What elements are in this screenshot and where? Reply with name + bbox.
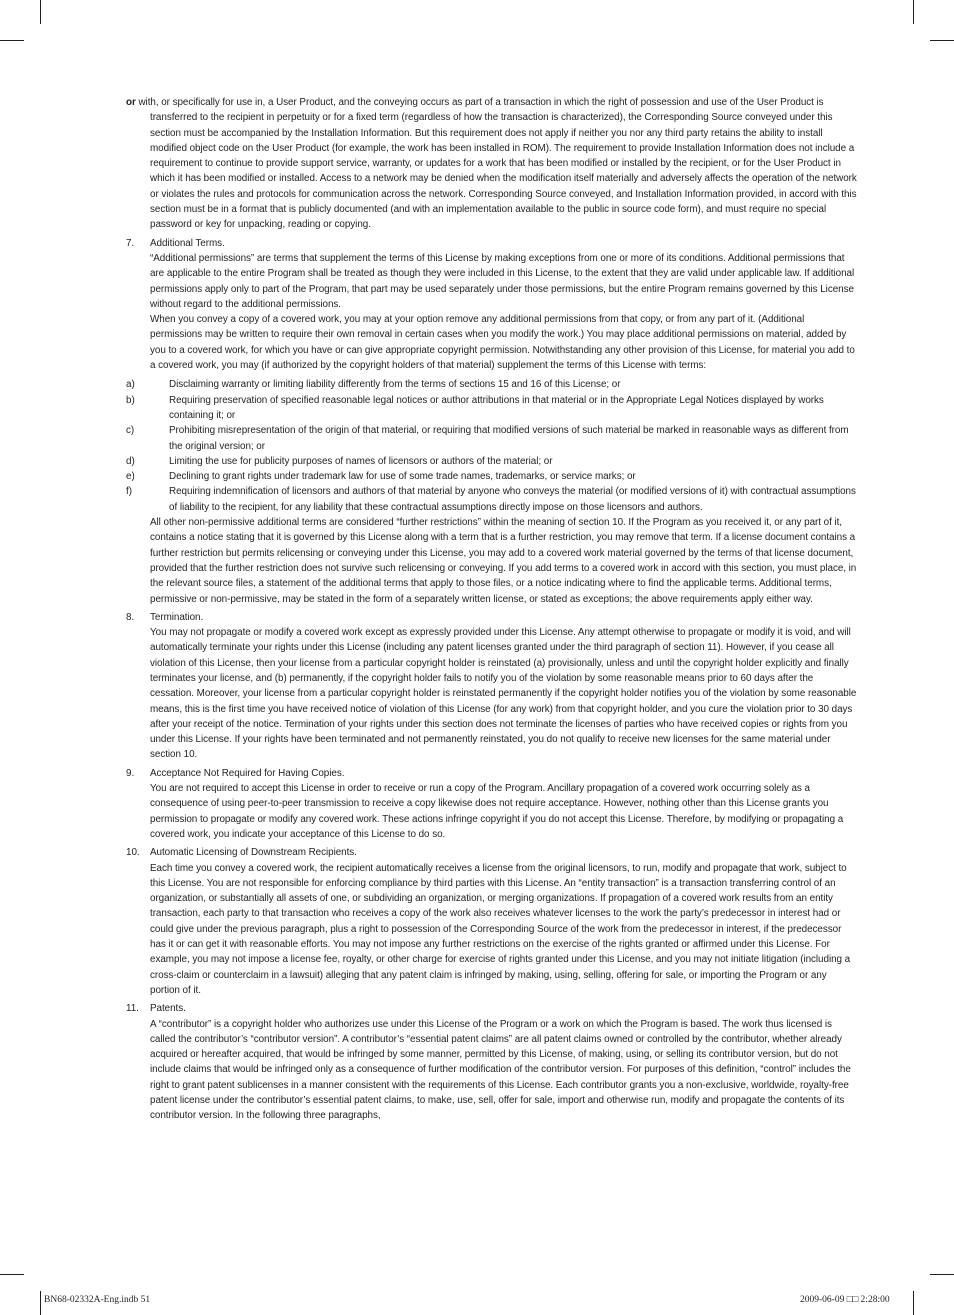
list-item [126,484,858,515]
list-item-letter: d) [126,455,135,467]
section-8 [126,610,858,763]
section-8-title: Termination. [150,611,204,623]
list-item-text: Requiring indemnification of licensors and authors of that material by anyone who conveys the material (or modified versions of it) with contractual assumptions of liability to the recipient, for any liability that these contractual assumptions directly impose on those licensors and authors. [169,486,856,513]
section-9-heading [126,766,858,781]
section-7-number: 7. [126,237,135,249]
list-item-letter: f) [126,486,132,498]
intro-paragraph [126,95,858,233]
section-10-number: 10. [126,847,140,859]
section-8-paragraph-1: You may not propagate or modify a covered work except as expressly provided under this License. Any attempt otherwise to propagate or modify it is void, and will automatically terminate your rights under this License (including any patent licenses granted under the third paragraph of section 11). However, if you cease all violation of this License, then your license from a particular copyright holder is reinstated (a) provisionally, unless and until the copyright holder explicitly and finally terminates your license, and (b) permanently, if the copyright holder fails to notify you of the violation by some reasonable means prior to 60 days after the cessation. Moreover, your license from a particular copyright holder is reinstated permanently if the copyright holder notifies you of the violation by some reasonable means, this is the first time you have received notice of violation of this License (for any work) from that copyright holder, and you cure the violation prior to 30 days after your receipt of the notice. Termination of your rights under this section does not terminate the licenses of parties who have received copies or rights from you under this License. If your rights have been terminated and not permanently reinstated, you do not qualify to receive new licenses for the same material under section 10. [150,627,857,761]
section-11-title: Patents. [150,1003,186,1015]
list-item [126,377,858,392]
intro-text: with, or specifically for use in, a User Product, and the conveying occurs as part of a transaction in which the right of possession and use of the User Product is transferred to the recipient in perpetuity or for a fixed term (regardless of how the transaction is characterized), the Corresponding Source conveyed under this section must be accompanied by the Installation Information. But this requirement does not apply if neither you nor any third party retains the ability to install modified object code on the User Product (for example, the work has been installed in ROM). The requirement to provide Installation Information does not include a requirement to continue to provide support service, warranty, or updates for a work that has been modified or installed by the recipient, or for the User Product in which it has been modified or installed. Access to a network may be denied when the modification itself materially and adversely affects the operation of the network or violates the rules and protocols for communication across the network. Corresponding Source conveyed, and Installation Information provided, in accord with this section must be in a format that is publicly documented (and with an implementation available to the public in source code form), and must require no special password or key for unpacking, reading or copying. [135,97,857,231]
section-8-heading [126,610,858,625]
section-7-heading [126,236,858,251]
section-10-title: Automatic Licensing of Downstream Recipients. [150,847,357,859]
list-item-letter: e) [126,471,135,483]
section-9-number: 9. [126,767,135,779]
section-11 [126,1001,858,1123]
list-item-text: Limiting the use for publicity purposes of names of licensors or authors of the material; or [169,455,553,467]
list-item-letter: b) [126,394,135,406]
section-7-list [126,377,858,515]
crop-mark-top-right [913,0,914,24]
list-item-letter: c) [126,425,135,437]
section-7-paragraph-1: “Additional permissions” are terms that supplement the terms of this License by making exceptions from one or more of its conditions. Additional permissions that are applicable to the entire Program shall be treated as though they were included in this License, to the extent that they are valid under applicable law. If additional permissions apply only to part of the Program, that part may be used separately under those permissions, but the entire Program remains governed by this License without regard to the additional permissions. [150,252,855,310]
crop-mark-bottom-right [913,1291,914,1315]
section-7-paragraph-3: All other non-permissive additional terms are considered “further restrictions” within the meaning of section 10. If the Program as you received it, or any part of it, contains a notice stating that it is governed by this License along with a term that is a further restriction, you may remove that term. If a license document contains a further restriction but permits relicensing or conveying under this License, you may add to a covered work material governed by the terms of that license document, provided that the further restriction does not survive such relicensing or conveying. If you add terms to a covered work in accord with this section, you must place, in the relevant source files, a statement of the additional terms that apply to those files, or a notice indicating where to find the applicable terms. Additional terms, permissive or non-permissive, may be stated in the form of a separately written license, or stated as exceptions; the above requirements apply either way. [150,517,857,605]
section-9-paragraph-1: You are not required to accept this License in order to receive or run a copy of the Program. Ancillary propagation of a covered work occurring solely as a consequence of using peer-to-peer transmission to receive a copy likewise does not require acceptance. However, nothing other than this License grants you permission to propagate or modify any covered work. These actions infringe copyright if you do not accept this License. Therefore, by modifying or propagating a covered work, you indicate your acceptance of this License to do so. [150,783,844,840]
section-10-heading [126,845,858,860]
section-8-number: 8. [126,611,135,623]
crop-mark-top-right-h [930,40,954,41]
list-item-text: Requiring preservation of specified reasonable legal notices or author attributions in that material or in the Appropriate Legal Notices displayed by works containing it; or [169,394,824,421]
crop-mark-bottom-left [40,1291,41,1315]
list-item [126,454,858,469]
list-item [126,393,858,424]
section-9-title: Acceptance Not Required for Having Copies. [150,767,345,779]
crop-mark-bottom-left-h [0,1274,24,1275]
list-item [126,423,858,454]
intro-lead: or [126,97,136,108]
section-10-paragraph-1: Each time you convey a covered work, the recipient automatically receives a license from the original licensors, to run, modify and propagate that work, subject to this License. You are not responsible for enforcing compliance by third parties with this License. An “entity transaction” is a transaction transferring control of an organization, or substantially all assets of one, or subdividing an organization, or merging organizations. If propagation of a covered work results from an entity transaction, each party to that transaction who receives a copy of the work also receives whatever licenses to the work the party’s predecessor in interest had or could give under the previous paragraph, plus a right to possession of the Corresponding Source of the work from the predecessor in interest, if the predecessor has it or can get it with reasonable efforts. You may not impose any further restrictions on the exercise of the rights granted or affirmed under this License. For example, you may not impose a license fee, royalty, or other charge for exercise of rights granted under this License, and you may not initiate litigation (including a cross-claim or counterclaim in a lawsuit) alleging that any patent claim is infringed by making, using, selling, offering for sale, or importing the Program or any portion of it. [150,862,851,996]
section-7-title: Additional Terms. [150,237,225,249]
crop-mark-top-left-h [0,40,24,41]
crop-mark-top-left [40,0,41,24]
section-7-paragraph-2: When you convey a copy of a covered work, you may at your option remove any additional permissions from that copy, or from any part of it. (Additional permissions may be written to require their own removal in certain cases when you modify the work.) You may place additional permissions on material, added by you to a covered work, for which you have or can give appropriate copyright permission. Notwithstanding any other provision of this License, for material you add to a covered work, you may (if authorized by the copyright holders of that material) supplement the terms of this License with terms: [150,314,855,372]
section-11-heading [126,1001,858,1016]
list-item-text: Disclaiming warranty or limiting liability differently from the terms of sections 15 and 16 of this License; or [169,379,621,391]
section-11-number: 11. [126,1003,139,1015]
section-10 [126,845,858,998]
license-text [126,95,858,1124]
footer-file-info: BN68-02332A-Eng.indb 51 [44,1295,151,1305]
crop-mark-bottom-right-h [930,1274,954,1275]
list-item-text: Prohibiting misrepresentation of the origin of that material, or requiring that modified versions of such material be marked in reasonable ways as different from the original version; or [169,425,849,452]
list-item-letter: a) [126,379,135,391]
footer-timestamp: 2009-06-09 □□ 2:28:00 [800,1295,890,1305]
section-11-paragraph-1: A “contributor” is a copyright holder who authorizes use under this License of the Program or a work on which the Program is based. The work thus licensed is called the contributor’s “contributor version”. A contributor’s “essential patent claims” are all patent claims owned or controlled by the contributor, whether already acquired or hereafter acquired, that would be infringed by some manner, permitted by this License, of making, using, or selling its contributor version, but do not include claims that would be infringed only as a consequence of further modification of the contributor version. For purposes of this definition, “control” includes the right to grant patent sublicenses in a manner consistent with the requirements of this License. Each contributor grants you a non-exclusive, worldwide, royalty-free patent license under the contributor’s essential patent claims, to make, use, sell, offer for sale, import and otherwise run, modify and propagate the contents of its contributor version. In the following three paragraphs, [150,1018,851,1122]
section-7 [126,236,858,607]
list-item [126,469,858,484]
list-item-text: Declining to grant rights under trademark law for use of some trade names, trademarks, or service marks; or [169,471,636,483]
section-9 [126,766,858,842]
